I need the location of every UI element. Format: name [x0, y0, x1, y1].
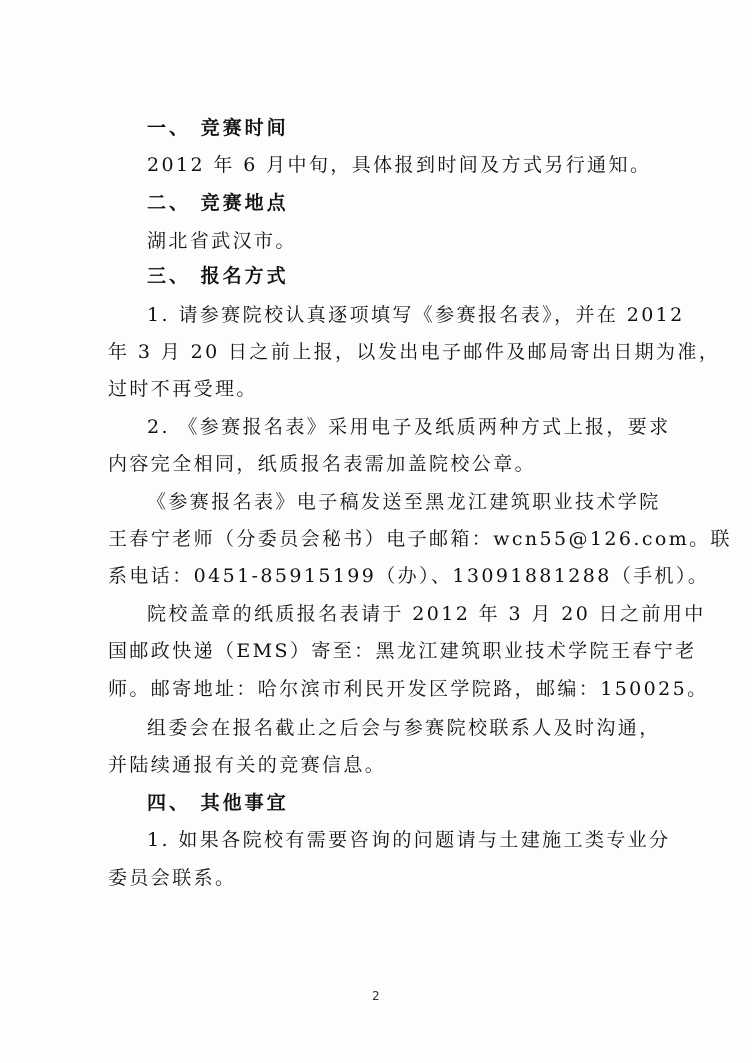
paragraph-line: 1. 请参赛院校认真逐项填写《参赛报名表》，并在 2012 [147, 304, 685, 326]
paragraph-line: 组委会在报名截止之后会与参赛院校联系人及时沟通， [147, 717, 661, 739]
paragraph-line: 2012 年 6 月中旬，具体报到时间及方式另行通知。 [147, 154, 652, 176]
paragraph-line: 1. 如果各院校有需要咨询的问题请与土建施工类专业分 [147, 829, 671, 851]
section-heading-other: 四、 其他事宜 [147, 792, 289, 814]
paragraph-line: 国邮政快递（EMS）寄至：黑龙江建筑职业技术学院王春宁老 [108, 640, 697, 662]
paragraph-line: 委员会联系。 [108, 867, 237, 889]
section-heading-time: 一、 竞赛时间 [147, 117, 289, 139]
paragraph-line: 并陆续通报有关的竞赛信息。 [108, 754, 387, 776]
paragraph-line: 院校盖章的纸质报名表请于 2012 年 3 月 20 日之前用中 [147, 603, 706, 625]
paragraph-line: 系电话：0451-85915199（办）、13091881288（手机）。 [108, 565, 710, 587]
paragraph-line: 《参赛报名表》电子稿发送至黑龙江建筑职业技术学院 [147, 491, 661, 513]
paragraph-line: 过时不再受理。 [108, 378, 258, 400]
paragraph-line: 内容完全相同，纸质报名表需加盖院校公章。 [108, 453, 537, 475]
paragraph-line: 年 3 月 20 日之前上报，以发出电子邮件及邮局寄出日期为准， [108, 341, 721, 363]
page-number: 2 [372, 989, 380, 1003]
paragraph-line: 湖北省武汉市。 [147, 230, 297, 252]
paragraph-line: 王春宁老师（分委员会秘书）电子邮箱：wcn55@126.com。联 [108, 528, 732, 550]
paragraph-line: 2. 《参赛报名表》采用电子及纸质两种方式上报，要求 [147, 416, 671, 438]
section-heading-registration: 三、 报名方式 [147, 265, 289, 287]
paragraph-line: 师。邮寄地址：哈尔滨市利民开发区学院路，邮编：150025。 [108, 678, 709, 700]
section-heading-location: 二、 竞赛地点 [147, 192, 289, 214]
